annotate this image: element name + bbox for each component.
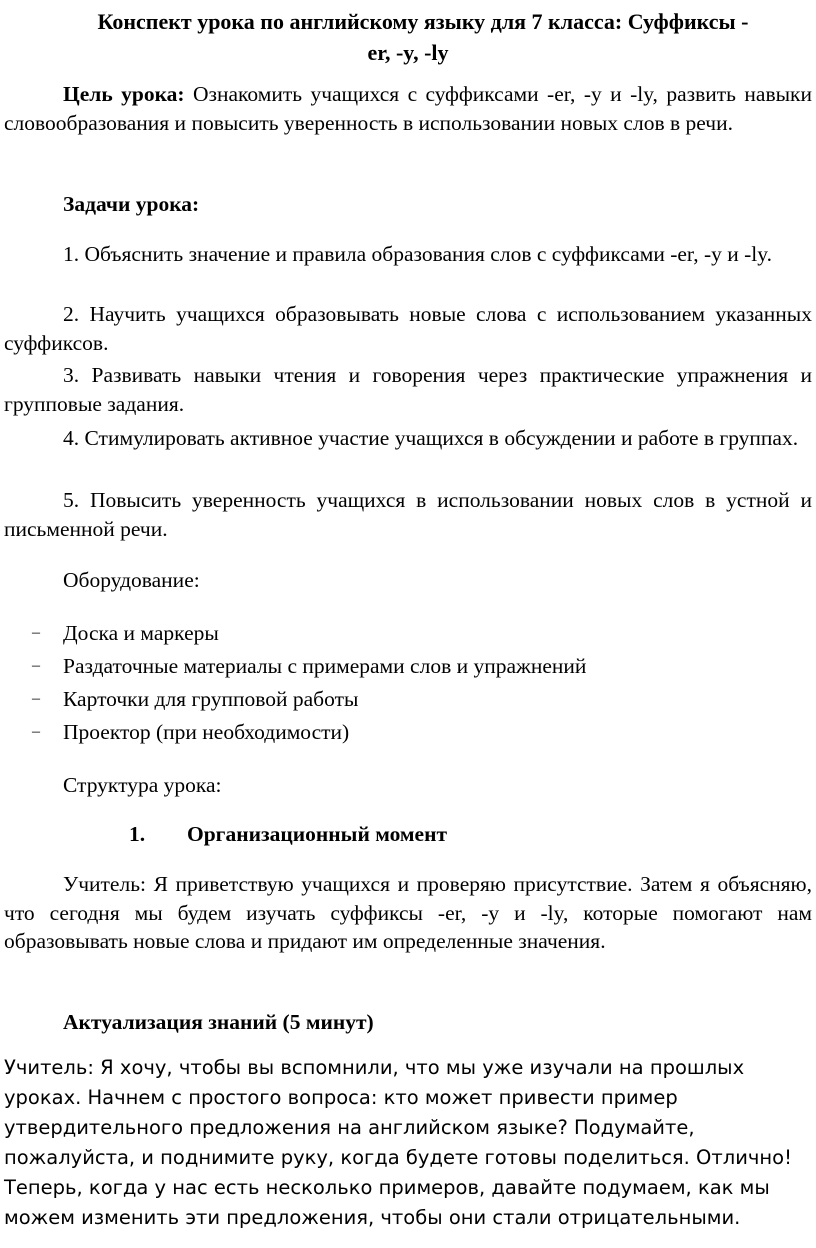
lesson-goal	[4, 80, 812, 137]
task-item-5: 5. Повысить уверенность учащихся в использовании новых слов в устной и письменной речи.	[4, 488, 812, 541]
dash-bullet: –	[32, 657, 40, 674]
dash-bullet: –	[32, 624, 40, 641]
section-number: 1.	[129, 822, 146, 846]
text-line: Учитель: Я хочу, чтобы вы вспомнили, что мы уже изучали на прошлых	[4, 1056, 745, 1079]
goal-label: Цель урока:	[63, 82, 185, 106]
title-line-1: Конспект урока по английскому языку для 7 класса: Суффиксы -	[97, 9, 749, 34]
dash-bullet: –	[32, 723, 40, 740]
text-line: можем изменить эти предложения, чтобы они стали отрицательными.	[4, 1206, 741, 1229]
text-line: Теперь, когда у нас есть несколько примеров, давайте подумаем, как мы	[4, 1176, 770, 1199]
organizational-moment-text: Учитель: Я приветствую учащихся и проверяю присутствие. Затем я объясняю, что сегодня мы будем изучать суффиксы -er, -y и -ly, которые помогают нам образовывать новые слова и придают им определенные значения.	[4, 872, 812, 953]
text-line: утвердительного предложения на английском языке? Подумайте,	[4, 1116, 695, 1139]
document-title	[0, 6, 816, 68]
equipment-item-text: Доска и маркеры	[63, 621, 219, 645]
dash-bullet: –	[32, 690, 40, 707]
actualization-heading: Актуализация знаний (5 минут)	[63, 1010, 374, 1034]
text-line: пожалуйста, и поднимите руку, когда будете готовы поделиться. Отлично!	[4, 1146, 792, 1169]
section-title: Организационный момент	[187, 822, 448, 846]
task-item-2: 2. Научить учащихся образовывать новые слова с использованием указанных суффиксов.	[4, 302, 812, 355]
task-item-3: 3. Развивать навыки чтения и говорения через практические упражнения и групповые задания.	[4, 363, 812, 416]
text-line: уроках. Начнем с простого вопроса: кто может привести пример	[4, 1086, 678, 1109]
actualization-text	[4, 1053, 804, 1233]
goal-text: Ознакомить учащихся с суффиксами -er, -y и -ly, развить навыки словообразования и повысить уверенность в использовании новых слов в речи.	[4, 82, 812, 135]
title-line-2: er, -y, -ly	[367, 40, 449, 65]
task-item-4: 4. Стимулировать активное участие учащихся в обсуждении и работе в группах.	[63, 426, 799, 450]
equipment-heading: Оборудование:	[63, 568, 200, 592]
equipment-item-text: Карточки для групповой работы	[63, 687, 359, 711]
equipment-item-text: Раздаточные материалы с примерами слов и упражнений	[63, 654, 587, 678]
tasks-heading: Задачи урока:	[63, 192, 200, 216]
equipment-item-text: Проектор (при необходимости)	[63, 720, 350, 744]
task-item-1: 1. Объяснить значение и правила образования слов с суффиксами -er, -y и -ly.	[63, 242, 773, 266]
structure-heading: Структура урока:	[63, 773, 222, 797]
